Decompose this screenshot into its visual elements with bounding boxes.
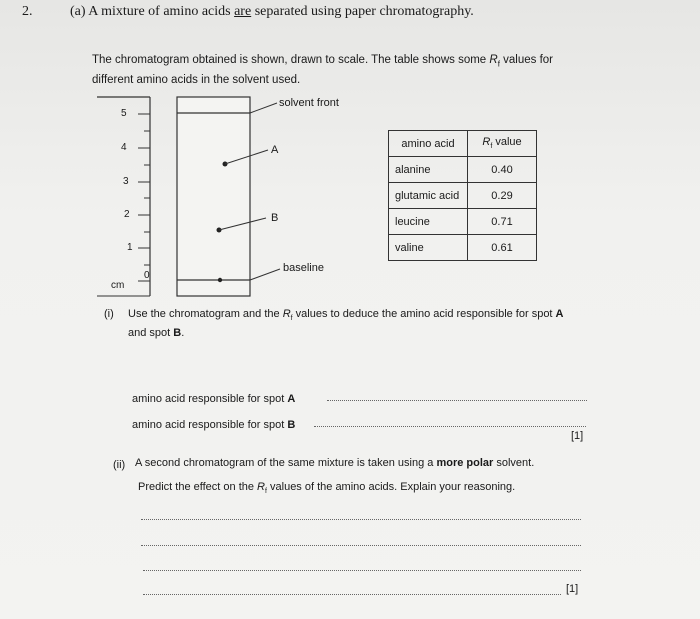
header-rf-symbol: R (482, 136, 491, 149)
answer-b-spot: B (287, 419, 296, 431)
part-ii-rf-subscript: f (265, 488, 267, 496)
part-ii-label: (ii) (113, 459, 126, 471)
answer-b-prompt (132, 418, 295, 433)
table-header-row (389, 131, 537, 157)
table-row (389, 209, 537, 235)
part-label: (a) (70, 4, 86, 19)
part-i-line2-before: and spot (128, 327, 174, 340)
part-ii-text-bold: more polar (436, 457, 494, 469)
intro-line1-after: values for (499, 54, 553, 66)
baseline-leader (250, 269, 280, 280)
part-i-rf-symbol: R (282, 308, 291, 320)
spot-b-label: B (271, 212, 279, 224)
ruler-tick-4: 4 (121, 142, 127, 153)
title-underlined-word: are (234, 4, 252, 19)
table-row (389, 157, 537, 183)
header-amino-acid: amino acid (389, 131, 468, 157)
part-i-rf-subscript: f (290, 315, 293, 323)
ruler-tick-2: 2 (124, 209, 130, 220)
part-ii-line2-before: Predict the effect on the (138, 481, 258, 493)
part-ii-rf-symbol: R (257, 481, 265, 493)
part-i-line-1 (128, 307, 564, 326)
rf-cell: 0.71 (468, 209, 537, 235)
answer-b-line[interactable] (314, 426, 586, 427)
rf-cell: 0.61 (468, 235, 537, 261)
ruler-tick-1: 1 (127, 242, 133, 253)
part-i-text-after: values to deduce the amino acid responsible for spot (292, 308, 556, 320)
solvent-front-label: solvent front (279, 97, 339, 109)
spot-a-label: A (271, 144, 279, 156)
part-ii-line-2 (138, 480, 515, 499)
header-rf-after: value (492, 136, 522, 149)
header-rf-value (468, 131, 537, 157)
ruler-tick-3: 3 (123, 176, 129, 187)
answer-a-text: amino acid responsible for spot (132, 393, 288, 405)
answer-a-prompt (132, 392, 295, 407)
part-i-line-2 (128, 326, 564, 341)
answer-ii-line-2[interactable] (141, 545, 581, 546)
answer-ii-line-1[interactable] (141, 519, 581, 520)
part-ii-marks: [1] (566, 583, 579, 595)
question-number: 2. (22, 4, 33, 19)
amino-acid-cell: valine (389, 235, 468, 261)
part-i-marks: [1] (571, 430, 584, 442)
part-i-spot-b: B (173, 327, 182, 340)
ruler (97, 97, 150, 296)
answer-a-line[interactable] (327, 400, 587, 401)
chromatography-paper (177, 97, 250, 296)
rf-subscript: f (497, 59, 500, 69)
answer-ii-line-4[interactable] (143, 594, 561, 595)
intro-line-2: different amino acids in the solvent used. (92, 74, 301, 87)
part-i-line2-after: . (181, 327, 185, 340)
title-text-after: separated using paper chromatography. (251, 4, 474, 19)
part-i-label: (i) (104, 308, 114, 320)
baseline-label: baseline (283, 262, 324, 274)
ruler-unit: cm (111, 280, 125, 291)
answer-ii-line-3[interactable] (143, 570, 581, 571)
rf-symbol: R (489, 54, 498, 66)
answer-a-spot: A (287, 393, 296, 405)
part-i-text-before: Use the chromatogram and the (128, 308, 283, 320)
title-text-before: A mixture of amino acids (88, 4, 235, 19)
amino-acid-cell: glutamic acid (389, 183, 468, 209)
rf-cell: 0.40 (468, 157, 537, 183)
part-ii-text-before: A second chromatogram of the same mixture is taken using a (135, 457, 437, 469)
origin-spot (218, 278, 222, 282)
intro-line1-before: The chromatogram obtained is shown, drawn to scale. The table shows some (92, 54, 490, 66)
table-row (389, 183, 537, 209)
amino-acid-cell: alanine (389, 157, 468, 183)
amino-acid-cell: leucine (389, 209, 468, 235)
part-ii-line2-after: values of the amino acids. Explain your reasoning. (266, 481, 516, 493)
answer-b-text: amino acid responsible for spot (132, 419, 288, 431)
rf-cell: 0.29 (468, 183, 537, 209)
part-ii-text-after: solvent. (493, 457, 535, 469)
ruler-tick-0: 0 (144, 270, 150, 281)
rf-value-table (388, 130, 537, 261)
part-i-spot-a: A (555, 308, 564, 320)
part-i-question (128, 307, 564, 341)
solvent-front-leader (250, 103, 277, 113)
ruler-tick-5: 5 (121, 108, 127, 119)
header-rf-subscript: f (490, 143, 493, 151)
table-row (389, 235, 537, 261)
part-ii-line-1 (135, 456, 534, 471)
